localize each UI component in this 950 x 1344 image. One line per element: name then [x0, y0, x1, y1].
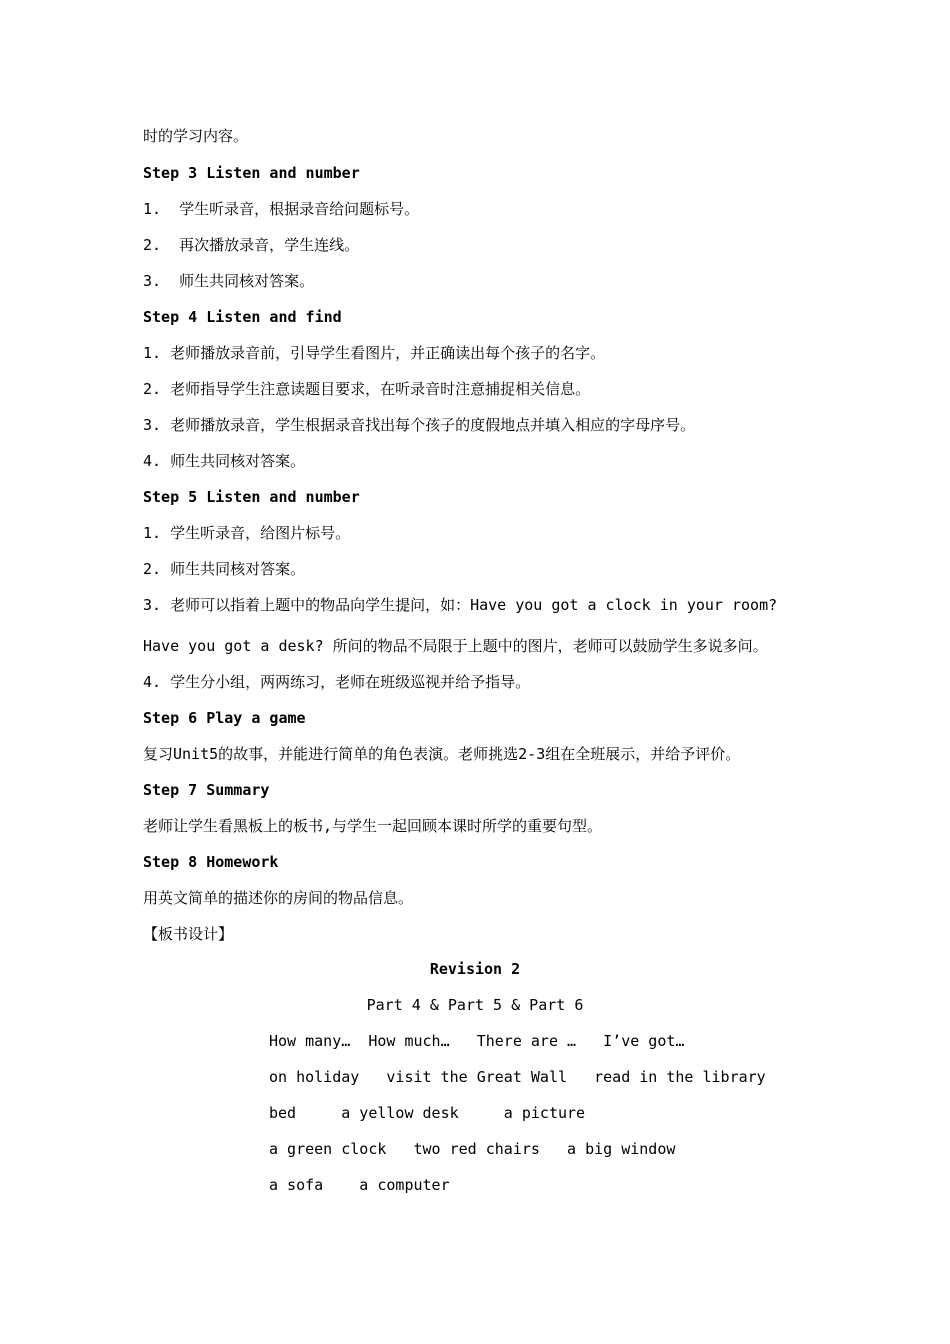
step-4-item-4: 4. 师生共同核对答案。 — [143, 452, 306, 470]
step-3-heading: Step 3 Listen and number — [143, 164, 360, 182]
step-8-text: 用英文简单的描述你的房间的物品信息。 — [143, 889, 414, 907]
step-6-heading: Step 6 Play a game — [143, 709, 306, 727]
step-5-item-1: 1. 学生听录音，给图片标号。 — [143, 524, 351, 542]
step-5-item-3-continued: Have you got a desk? 所问的物品不局限于上题中的图片，老师可以鼓励学生多说多问。 — [143, 637, 768, 655]
board-design-heading: 【板书设计】 — [143, 925, 234, 943]
step-8-heading: Step 8 Homework — [143, 853, 279, 871]
step-7-heading: Step 7 Summary — [143, 781, 270, 799]
step-3-item-1: 1. 学生听录音，根据录音给问题标号。 — [143, 200, 420, 218]
step-3-item-3: 3. 师生共同核对答案。 — [143, 272, 315, 290]
step-6-text: 复习Unit5的故事，并能进行简单的角色表演。老师挑选2-3组在全班展示，并给予评价。 — [143, 745, 741, 763]
board-title: Revision 2 — [429, 960, 521, 978]
continuation-text: 时的学习内容。 — [143, 127, 249, 145]
board-row: on holiday visit the Great Wall read in the library — [269, 1068, 766, 1086]
board-subtitle: Part 4 & Part 5 & Part 6 — [366, 996, 584, 1014]
board-row: How many… How much… There are … I’ve got… — [269, 1032, 685, 1050]
step-4-item-2: 2. 老师指导学生注意读题目要求，在听录音时注意捕捉相关信息。 — [143, 380, 591, 398]
step-4-heading: Step 4 Listen and find — [143, 308, 342, 326]
board-row: a sofa a computer — [269, 1176, 450, 1194]
step-7-text: 老师让学生看黑板上的板书,与学生一起回顾本课时所学的重要句型。 — [143, 817, 603, 835]
step-5-item-2: 2. 师生共同核对答案。 — [143, 560, 306, 578]
step-4-item-1: 1. 老师播放录音前，引导学生看图片，并正确读出每个孩子的名字。 — [143, 344, 606, 362]
step-5-heading: Step 5 Listen and number — [143, 488, 360, 506]
board-row: bed a yellow desk a picture — [269, 1104, 586, 1122]
step-5-item-3: 3. 老师可以指着上题中的物品向学生提问，如：Have you got a clock in your room? — [143, 596, 778, 614]
step-5-item-4: 4. 学生分小组，两两练习，老师在班级巡视并给予指导。 — [143, 673, 531, 691]
board-row: a green clock two red chairs a big window — [269, 1140, 676, 1158]
step-3-item-2: 2. 再次播放录音，学生连线。 — [143, 236, 360, 254]
step-4-item-3: 3. 老师播放录音，学生根据录音找出每个孩子的度假地点并填入相应的字母序号。 — [143, 416, 696, 434]
